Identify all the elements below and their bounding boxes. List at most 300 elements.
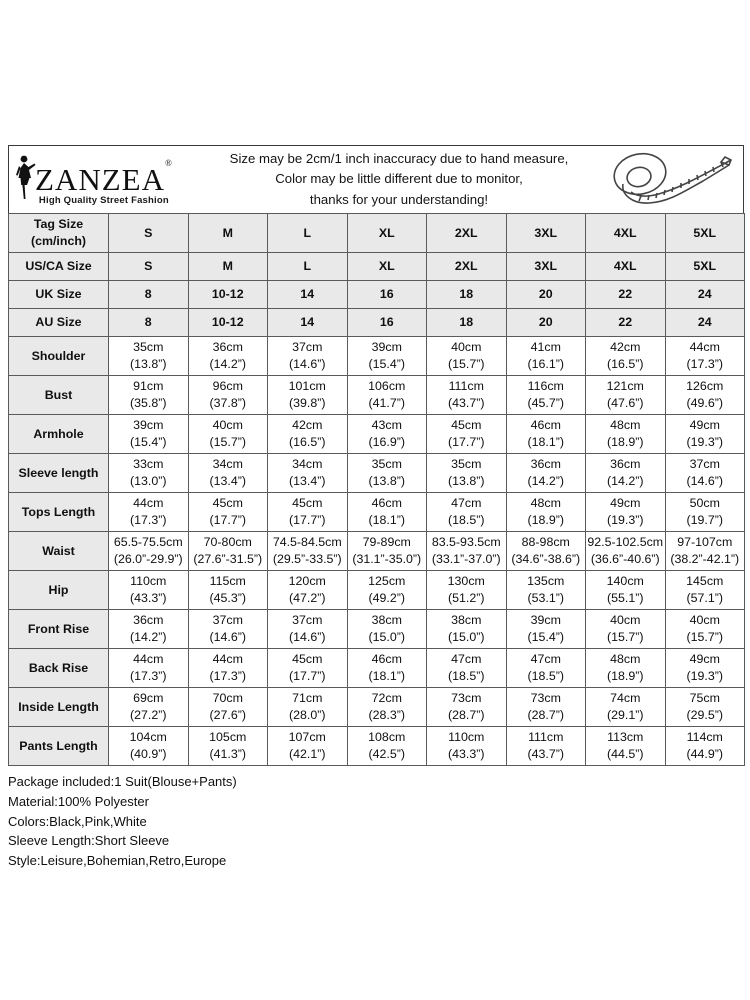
cell xyxy=(506,649,586,688)
cell-inch: (14.2”) xyxy=(130,630,167,644)
cell xyxy=(427,727,507,766)
cell-cm: 107cm xyxy=(288,730,326,745)
cell xyxy=(268,493,348,532)
table-row-au-size xyxy=(9,309,745,337)
cell xyxy=(665,376,745,415)
detail-colors: Colors:Black,Pink,White xyxy=(8,813,147,829)
row-label-shoulder: Shoulder xyxy=(9,337,109,376)
table-row-uk-size xyxy=(9,281,745,309)
cell-inch: (47.6”) xyxy=(607,396,644,410)
cell-cm: 83.5-93.5cm xyxy=(431,535,501,550)
cell xyxy=(506,337,586,376)
notice-line-2: Color may be little different due to monitor, xyxy=(275,171,523,187)
cell-inch: (15.7”) xyxy=(686,630,723,644)
cell-inch: (13.4”) xyxy=(289,474,326,488)
cell xyxy=(665,454,745,493)
cell-cm: 140cm xyxy=(606,574,644,589)
cell-cm: 46cm xyxy=(371,652,402,667)
cell-cm: 48cm xyxy=(610,652,641,667)
cell: 10-12 xyxy=(188,281,268,309)
cell-cm: 46cm xyxy=(530,418,561,433)
cell-cm: 39cm xyxy=(133,418,164,433)
cell xyxy=(188,649,268,688)
cell-inch: (43.7”) xyxy=(527,747,564,761)
cell xyxy=(347,649,427,688)
detail-sleeve-length: Sleeve Length:Short Sleeve xyxy=(8,833,170,849)
cell: 16 xyxy=(347,281,427,309)
cell xyxy=(665,337,745,376)
cell xyxy=(586,532,666,571)
cell-inch: (18.5”) xyxy=(527,669,564,683)
cell-inch: (18.9”) xyxy=(527,513,564,527)
cell-cm: 38cm xyxy=(451,613,482,628)
cell xyxy=(427,649,507,688)
cell-cm: 49cm xyxy=(689,652,720,667)
cell-inch: (55.1”) xyxy=(607,591,644,605)
cell-cm: 36cm xyxy=(530,457,561,472)
cell: XL xyxy=(347,214,427,253)
cell-cm: 35cm xyxy=(133,340,164,355)
cell-cm: 41cm xyxy=(530,340,561,355)
cell-cm: 34cm xyxy=(292,457,323,472)
cell-cm: 74.5-84.5cm xyxy=(272,535,342,550)
cell-inch: (15.0”) xyxy=(448,630,485,644)
cell-cm: 116cm xyxy=(527,379,564,394)
cell-inch: (43.7”) xyxy=(448,396,485,410)
cell: 2XL xyxy=(427,214,507,253)
cell-cm: 75cm xyxy=(689,691,720,706)
cell-inch: (17.3”) xyxy=(130,513,167,527)
cell xyxy=(188,532,268,571)
row-label-hip: Hip xyxy=(9,571,109,610)
cell xyxy=(109,649,189,688)
cell-inch: (15.4”) xyxy=(368,357,405,371)
cell: 20 xyxy=(506,309,586,337)
cell xyxy=(665,649,745,688)
cell-cm: 70cm xyxy=(212,691,243,706)
detail-style: Style:Leisure,Bohemian,Retro,Europe xyxy=(8,853,227,868)
table-row-front-rise xyxy=(9,610,745,649)
table-row-pants-length xyxy=(9,727,745,766)
cell-cm: 48cm xyxy=(610,418,641,433)
cell-inch: (17.3”) xyxy=(686,357,723,371)
table-row-tops-length xyxy=(9,493,745,532)
cell xyxy=(506,571,586,610)
cell xyxy=(268,727,348,766)
cell xyxy=(586,337,666,376)
cell-inch: (27.6”) xyxy=(209,708,246,722)
cell-cm: 40cm xyxy=(451,340,482,355)
row-label-waist: Waist xyxy=(9,532,109,571)
cell xyxy=(109,376,189,415)
cell xyxy=(665,571,745,610)
cell-cm: 40cm xyxy=(610,613,641,628)
cell xyxy=(347,376,427,415)
table-row-tag-size xyxy=(9,214,745,253)
cell: 24 xyxy=(665,309,745,337)
table-row-shoulder xyxy=(9,337,745,376)
cell xyxy=(586,376,666,415)
cell xyxy=(506,376,586,415)
cell xyxy=(268,688,348,727)
cell xyxy=(586,571,666,610)
cell: 18 xyxy=(427,309,507,337)
cell-cm: 111cm xyxy=(448,379,484,394)
cell xyxy=(268,376,348,415)
cell xyxy=(665,532,745,571)
cell-cm: 92.5-102.5cm xyxy=(587,535,664,550)
cell-cm: 49cm xyxy=(610,496,641,511)
cell xyxy=(109,454,189,493)
row-label-au-size: AU Size xyxy=(9,309,109,337)
cell: 8 xyxy=(109,309,189,337)
cell xyxy=(586,688,666,727)
table-row-waist xyxy=(9,532,745,571)
brand-text xyxy=(35,158,173,206)
table-row-inside-length xyxy=(9,688,745,727)
cell xyxy=(347,727,427,766)
size-table-body xyxy=(9,214,745,766)
row-label-tag-size xyxy=(9,214,109,253)
cell-cm: 36cm xyxy=(133,613,164,628)
cell: M xyxy=(188,214,268,253)
cell: L xyxy=(268,253,348,281)
registered-mark: ® xyxy=(164,158,173,169)
cell-inch: (43.3”) xyxy=(130,591,167,605)
cell: 4XL xyxy=(586,253,666,281)
cell-cm: 45cm xyxy=(451,418,482,433)
cell xyxy=(586,415,666,454)
cell xyxy=(109,727,189,766)
detail-package: Package included:1 Suit(Blouse+Pants) xyxy=(8,774,237,789)
cell-inch: (29.5”-33.5”) xyxy=(272,552,342,566)
row-label-back-rise: Back Rise xyxy=(9,649,109,688)
table-row-us-ca-size xyxy=(9,253,745,281)
cell-cm: 50cm xyxy=(689,496,720,511)
cell-inch: (13.0”) xyxy=(130,474,167,488)
cell-inch: (44.9”) xyxy=(686,747,723,761)
chart-banner xyxy=(8,145,744,213)
cell-cm: 126cm xyxy=(686,379,724,394)
cell-cm: 39cm xyxy=(371,340,402,355)
cell-inch: (38.2”-42.1”) xyxy=(670,552,740,566)
cell xyxy=(268,649,348,688)
cell-cm: 44cm xyxy=(212,652,243,667)
cell: S xyxy=(109,253,189,281)
cell-cm: 36cm xyxy=(610,457,641,472)
cell-inch: (13.8”) xyxy=(368,474,405,488)
brand-name xyxy=(35,158,173,197)
cell-cm: 108cm xyxy=(368,730,406,745)
cell-cm: 34cm xyxy=(212,457,243,472)
cell-inch: (44.5”) xyxy=(607,747,644,761)
cell xyxy=(427,610,507,649)
cell-inch: (51.2”) xyxy=(448,591,485,605)
cell: 3XL xyxy=(506,253,586,281)
cell-cm: 71cm xyxy=(292,691,323,706)
cell-inch: (16.1”) xyxy=(527,357,564,371)
cell xyxy=(665,727,745,766)
cell-cm: 47cm xyxy=(530,652,561,667)
cell: 10-12 xyxy=(188,309,268,337)
cell-inch: (28.3”) xyxy=(368,708,405,722)
cell-inch: (29.5”) xyxy=(686,708,723,722)
cell xyxy=(427,337,507,376)
table-row-back-rise xyxy=(9,649,745,688)
cell xyxy=(347,454,427,493)
cell-cm: 45cm xyxy=(292,496,323,511)
cell-cm: 106cm xyxy=(368,379,406,394)
cell-inch: (19.3”) xyxy=(686,435,723,449)
cell-cm: 40cm xyxy=(689,613,720,628)
cell-inch: (28.7”) xyxy=(448,708,485,722)
brand-tagline: High Quality Street Fashion xyxy=(38,194,169,206)
cell-cm: 113cm xyxy=(607,730,644,745)
row-label-pants-length: Pants Length xyxy=(9,727,109,766)
cell-inch: (17.3”) xyxy=(130,669,167,683)
size-chart-sheet xyxy=(8,145,744,871)
cell xyxy=(586,727,666,766)
cell-cm: 37cm xyxy=(292,340,323,355)
cell-cm: 37cm xyxy=(292,613,323,628)
cell: 14 xyxy=(268,281,348,309)
notice-line-3: thanks for your understanding! xyxy=(309,191,489,207)
row-label-tag-size-line1: Tag Size xyxy=(33,217,84,232)
cell-inch: (15.7”) xyxy=(607,630,644,644)
cell xyxy=(109,493,189,532)
cell: 20 xyxy=(506,281,586,309)
cell-inch: (17.7”) xyxy=(289,513,326,527)
cell: 22 xyxy=(586,309,666,337)
cell xyxy=(506,454,586,493)
cell xyxy=(188,727,268,766)
cell-inch: (34.6”-38.6”) xyxy=(511,552,581,566)
row-label-tag-size-line2: (cm/inch) xyxy=(30,234,87,248)
cell-inch: (17.3”) xyxy=(209,669,246,683)
cell-cm: 73cm xyxy=(451,691,482,706)
cell-cm: 74cm xyxy=(610,691,641,706)
cell-cm: 45cm xyxy=(292,652,323,667)
cell-cm: 110cm xyxy=(130,574,167,589)
cell xyxy=(109,688,189,727)
cell-inch: (42.5”) xyxy=(368,747,405,761)
cell-inch: (17.7”) xyxy=(289,669,326,683)
product-details xyxy=(8,766,744,871)
cell-inch: (19.3”) xyxy=(686,669,723,683)
cell-cm: 65.5-75.5cm xyxy=(113,535,183,550)
cell xyxy=(427,493,507,532)
cell xyxy=(109,415,189,454)
cell xyxy=(268,337,348,376)
measuring-tape-icon xyxy=(603,151,743,209)
cell xyxy=(188,688,268,727)
cell-cm: 88-98cm xyxy=(521,535,570,550)
cell-inch: (45.3”) xyxy=(209,591,246,605)
cell xyxy=(347,493,427,532)
brand-logo xyxy=(9,154,195,205)
cell xyxy=(188,493,268,532)
cell xyxy=(586,610,666,649)
row-label-us-ca-size: US/CA Size xyxy=(9,253,109,281)
cell xyxy=(427,376,507,415)
cell: L xyxy=(268,214,348,253)
cell-inch: (49.2”) xyxy=(368,591,405,605)
cell-inch: (28.7”) xyxy=(527,708,564,722)
woman-silhouette-icon xyxy=(15,154,37,205)
cell-cm: 115cm xyxy=(209,574,246,589)
cell-cm: 79-89cm xyxy=(362,535,411,550)
cell-inch: (15.7”) xyxy=(209,435,246,449)
cell-inch: (49.6”) xyxy=(686,396,723,410)
cell xyxy=(268,415,348,454)
cell-inch: (26.0”-29.9”) xyxy=(113,552,183,566)
cell-inch: (15.4”) xyxy=(130,435,167,449)
cell-inch: (15.0”) xyxy=(368,630,405,644)
cell xyxy=(268,610,348,649)
cell xyxy=(347,532,427,571)
cell: 8 xyxy=(109,281,189,309)
cell-cm: 125cm xyxy=(368,574,406,589)
cell: 5XL xyxy=(665,253,745,281)
cell xyxy=(506,688,586,727)
cell-inch: (16.9”) xyxy=(368,435,405,449)
cell xyxy=(506,493,586,532)
cell-inch: (14.6”) xyxy=(686,474,723,488)
cell-cm: 39cm xyxy=(530,613,561,628)
cell-inch: (29.1”) xyxy=(607,708,644,722)
cell xyxy=(586,454,666,493)
cell-cm: 47cm xyxy=(451,496,482,511)
cell: 16 xyxy=(347,309,427,337)
cell xyxy=(347,571,427,610)
cell-cm: 35cm xyxy=(371,457,402,472)
cell xyxy=(427,571,507,610)
cell-cm: 110cm xyxy=(448,730,485,745)
cell xyxy=(188,415,268,454)
table-row-armhole xyxy=(9,415,745,454)
cell-cm: 45cm xyxy=(212,496,243,511)
cell xyxy=(665,610,745,649)
cell-cm: 135cm xyxy=(527,574,565,589)
cell-inch: (18.5”) xyxy=(448,513,485,527)
cell-inch: (19.3”) xyxy=(607,513,644,527)
cell-cm: 97-107cm xyxy=(677,535,733,550)
cell xyxy=(427,688,507,727)
cell: S xyxy=(109,214,189,253)
cell-cm: 69cm xyxy=(133,691,164,706)
cell-inch: (18.9”) xyxy=(607,435,644,449)
cell-inch: (13.4”) xyxy=(209,474,246,488)
cell-inch: (18.1”) xyxy=(368,669,405,683)
cell xyxy=(268,532,348,571)
cell xyxy=(188,376,268,415)
cell-inch: (27.2”) xyxy=(130,708,167,722)
row-label-inside-length: Inside Length xyxy=(9,688,109,727)
cell-inch: (14.2”) xyxy=(607,474,644,488)
cell-inch: (17.7”) xyxy=(448,435,485,449)
cell: 4XL xyxy=(586,214,666,253)
cell-inch: (13.8”) xyxy=(448,474,485,488)
cell-inch: (15.7”) xyxy=(448,357,485,371)
cell xyxy=(188,571,268,610)
cell-inch: (16.5”) xyxy=(289,435,326,449)
cell-inch: (41.7”) xyxy=(368,396,405,410)
row-label-uk-size: UK Size xyxy=(9,281,109,309)
cell-inch: (41.3”) xyxy=(209,747,246,761)
cell-inch: (14.2”) xyxy=(527,474,564,488)
cell: 24 xyxy=(665,281,745,309)
notice-line-1: Size may be 2cm/1 inch inaccuracy due to hand measure, xyxy=(229,150,569,166)
cell-cm: 121cm xyxy=(606,379,644,394)
cell: 14 xyxy=(268,309,348,337)
table-row-sleeve-length xyxy=(9,454,745,493)
cell-cm: 35cm xyxy=(451,457,482,472)
cell-inch: (16.5”) xyxy=(607,357,644,371)
cell xyxy=(347,415,427,454)
row-label-bust: Bust xyxy=(9,376,109,415)
cell-cm: 49cm xyxy=(689,418,720,433)
cell-cm: 40cm xyxy=(212,418,243,433)
cell xyxy=(506,532,586,571)
cell xyxy=(586,493,666,532)
cell xyxy=(427,532,507,571)
cell-inch: (27.6”-31.5”) xyxy=(193,552,263,566)
size-table xyxy=(8,213,745,766)
cell-inch: (19.7”) xyxy=(686,513,723,527)
cell-cm: 37cm xyxy=(212,613,243,628)
cell xyxy=(506,415,586,454)
cell-cm: 42cm xyxy=(292,418,323,433)
cell-inch: (18.1”) xyxy=(368,513,405,527)
cell-inch: (35.8”) xyxy=(130,396,167,410)
cell xyxy=(109,571,189,610)
cell-cm: 91cm xyxy=(133,379,164,394)
cell-inch: (43.3”) xyxy=(448,747,485,761)
cell-inch: (36.6”-40.6”) xyxy=(590,552,660,566)
detail-material: Material:100% Polyester xyxy=(8,793,149,809)
cell-cm: 48cm xyxy=(530,496,561,511)
cell-inch: (17.7”) xyxy=(209,513,246,527)
cell-cm: 44cm xyxy=(689,340,720,355)
cell xyxy=(665,415,745,454)
row-label-armhole: Armhole xyxy=(9,415,109,454)
cell-inch: (14.6”) xyxy=(289,357,326,371)
cell-cm: 47cm xyxy=(451,652,482,667)
cell: 2XL xyxy=(427,253,507,281)
cell-inch: (39.8”) xyxy=(289,396,326,410)
cell-cm: 72cm xyxy=(371,691,402,706)
cell-inch: (47.2”) xyxy=(289,591,326,605)
cell xyxy=(506,727,586,766)
cell: 3XL xyxy=(506,214,586,253)
cell xyxy=(109,610,189,649)
cell-inch: (42.1”) xyxy=(289,747,326,761)
cell-inch: (15.4”) xyxy=(527,630,564,644)
cell-cm: 46cm xyxy=(371,496,402,511)
cell-inch: (14.6”) xyxy=(209,630,246,644)
cell-inch: (13.8”) xyxy=(130,357,167,371)
table-row-bust xyxy=(9,376,745,415)
cell xyxy=(506,610,586,649)
cell xyxy=(665,493,745,532)
cell-inch: (45.7”) xyxy=(527,396,564,410)
cell-inch: (40.9”) xyxy=(130,747,167,761)
table-row-hip xyxy=(9,571,745,610)
cell-inch: (57.1”) xyxy=(686,591,723,605)
cell-cm: 36cm xyxy=(212,340,243,355)
cell xyxy=(268,571,348,610)
cell-cm: 120cm xyxy=(288,574,326,589)
